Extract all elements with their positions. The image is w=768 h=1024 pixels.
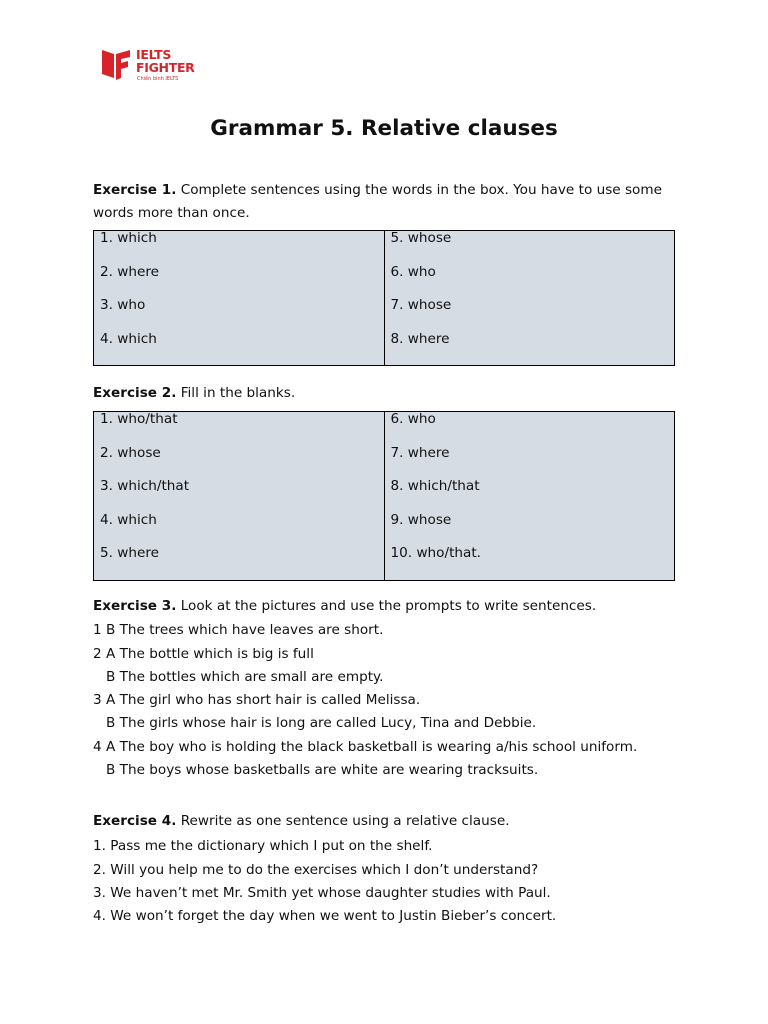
answer-item: 6. who — [390, 263, 436, 280]
answer-item: 7. where — [390, 444, 450, 461]
answer-item: 9. whose — [390, 511, 452, 528]
exercise4-line: 4. We won’t forget the day when we went to Justin Bieber’s concert. — [93, 908, 557, 924]
answer-item: 2. whose — [100, 444, 161, 461]
exercise1-heading: Exercise 1. — [93, 182, 177, 198]
answer-item: 4. which — [100, 511, 157, 528]
exercise4-text: Rewrite as one sentence using a relative clause. — [176, 813, 510, 829]
exercise1-text: Complete sentences using the words in the box. You have to use some words more than once. — [93, 182, 662, 221]
exercise3-text: Look at the pictures and use the prompts to write sentences. — [176, 598, 597, 614]
exercise3-line: B The bottles which are small are empty. — [106, 669, 384, 685]
answer-item: 3. who — [100, 297, 146, 313]
exercise1-col2 — [384, 231, 675, 366]
logo-line2: FIGHTER — [136, 60, 195, 75]
answer-item: 5. whose — [390, 230, 452, 246]
answer-item: 2. where — [100, 263, 160, 280]
exercise1-col1 — [94, 231, 385, 366]
answer-item: 1. which — [100, 230, 157, 246]
answer-item: 8. where — [390, 330, 450, 347]
exercise4-line: 3. We haven’t met Mr. Smith yet whose daughter studies with Paul. — [93, 885, 551, 901]
exercise2-instruction — [93, 382, 683, 405]
answer-item: 5. where — [100, 545, 160, 561]
ielts-fighter-logo — [100, 48, 210, 84]
exercise4-line: 1. Pass me the dictionary which I put on the shelf. — [93, 838, 433, 854]
exercise3-line: 3 A The girl who has short hair is called Melissa. — [93, 692, 421, 708]
exercise2-answer-box — [93, 411, 675, 581]
exercise4-heading: Exercise 4. — [93, 813, 177, 829]
answer-item: 1. who/that — [100, 411, 178, 427]
answer-item: 4. which — [100, 330, 157, 347]
exercise3-line: 4 A The boy who is holding the black basketball is wearing a/his school uniform. — [93, 739, 638, 755]
logo-tagline: Chiến binh IELTS — [137, 76, 179, 82]
exercise2-text: Fill in the blanks. — [176, 385, 296, 401]
exercise1-answer-box — [93, 230, 675, 366]
answer-item: 3. which/that — [100, 478, 190, 494]
exercise3-instruction — [93, 598, 596, 614]
exercise4-instruction — [93, 813, 510, 829]
exercise1-instruction — [93, 179, 683, 225]
logo-wordmark — [136, 48, 195, 74]
answer-item: 6. who — [390, 411, 436, 427]
exercise4-line: 2. Will you help me to do the exercises which I don’t understand? — [93, 862, 539, 878]
exercise3-line: B The boys whose basketballs are white are wearing tracksuits. — [106, 762, 539, 778]
answer-item: 7. whose — [390, 297, 452, 313]
exercise3-line: B The girls whose hair is long are called Lucy, Tina and Debbie. — [106, 715, 537, 731]
answer-item: 10. who/that. — [390, 545, 481, 561]
exercise3-line: 1 B The trees which have leaves are short. — [93, 622, 384, 638]
logo-line1: IELTS — [136, 47, 172, 62]
logo-mark-icon — [100, 48, 134, 82]
exercise2-heading: Exercise 2. — [93, 385, 177, 401]
exercise3-heading: Exercise 3. — [93, 598, 177, 614]
exercise2-col2 — [384, 412, 675, 581]
exercise2-col1 — [94, 412, 385, 581]
page-title: Grammar 5. Relative clauses — [210, 116, 558, 141]
answer-item: 8. which/that — [390, 478, 480, 494]
exercise3-line: 2 A The bottle which is big is full — [93, 646, 314, 662]
